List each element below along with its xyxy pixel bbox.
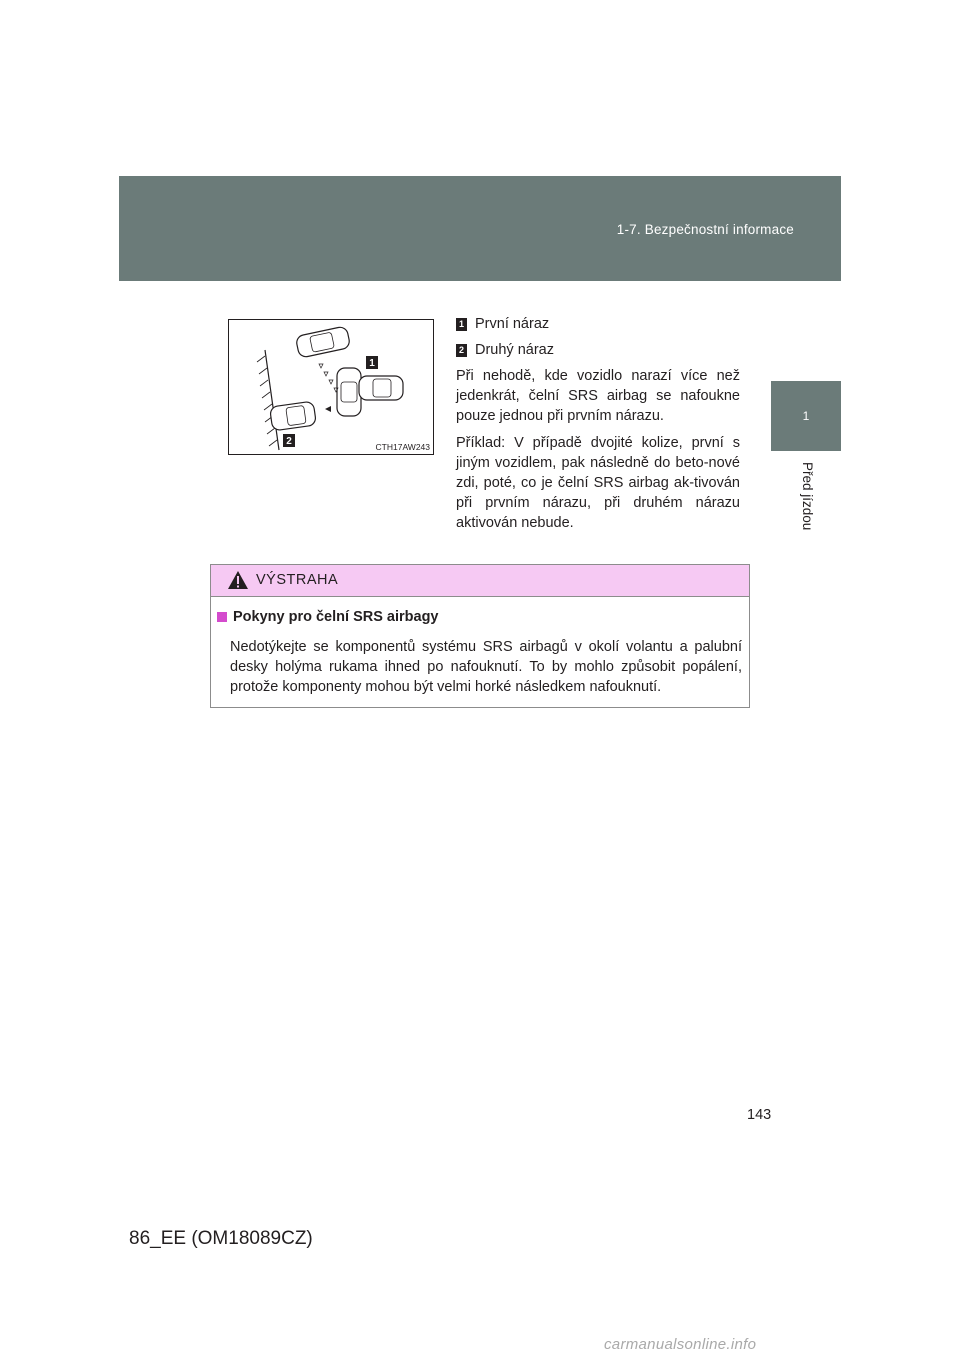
warning-subheading-text: Pokyny pro čelní SRS airbagy [233, 609, 439, 625]
figure-code: CTH17AW243 [375, 442, 430, 452]
warning-title: VÝSTRAHA [256, 572, 339, 588]
number-badge: 2 [456, 344, 467, 357]
warning-box [210, 564, 750, 708]
warning-header [211, 565, 749, 597]
number-badge: 1 [456, 318, 467, 331]
warning-subheading [217, 609, 439, 625]
collision-illustration [228, 319, 434, 455]
chapter-label: Před jízdou [800, 462, 815, 531]
explanation-column [456, 314, 740, 540]
warning-body: Nedotýkejte se komponentů systému SRS airbagů v okolí volantu a palubní desky holýma rukama ihned po nafouknutí. To by mohlo způsobit popálení, protože komponenty mohou být velmi horké následkem nafouknutí. [230, 639, 742, 695]
legend-item [456, 340, 740, 360]
legend-label: Druhý náraz [475, 342, 554, 358]
section-title: 1-7. Bezpečnostní informace [616, 222, 794, 237]
paragraph: Při nehodě, kde vozidlo narazí více než jedenkrát, čelní SRS airbag se nafoukne pouze jednou při prvním nárazu. [456, 368, 740, 424]
paragraph: Příklad: V případě dvojité kolize, první s jiným vozidlem, pak následně do beto-nové zdi, poté, co je čelní SRS airbag ak-tivován při prvním nárazu, při druhém nárazu aktivován nebude. [456, 435, 740, 531]
square-bullet-icon [217, 612, 227, 622]
section-header-band [119, 176, 841, 281]
chapter-tab [771, 381, 841, 451]
callout-2: 2 [286, 436, 292, 447]
watermark: carmanualsonline.info [604, 1336, 757, 1353]
page-number: 143 [747, 1107, 772, 1123]
legend-item [456, 314, 740, 334]
chapter-number: 1 [802, 409, 810, 423]
legend-label: První náraz [475, 316, 550, 332]
warning-triangle-icon [227, 570, 249, 590]
document-code: 86_EE (OM18089CZ) [129, 1228, 313, 1249]
callout-1: 1 [369, 358, 375, 369]
collision-diagram-graphic [229, 320, 433, 454]
